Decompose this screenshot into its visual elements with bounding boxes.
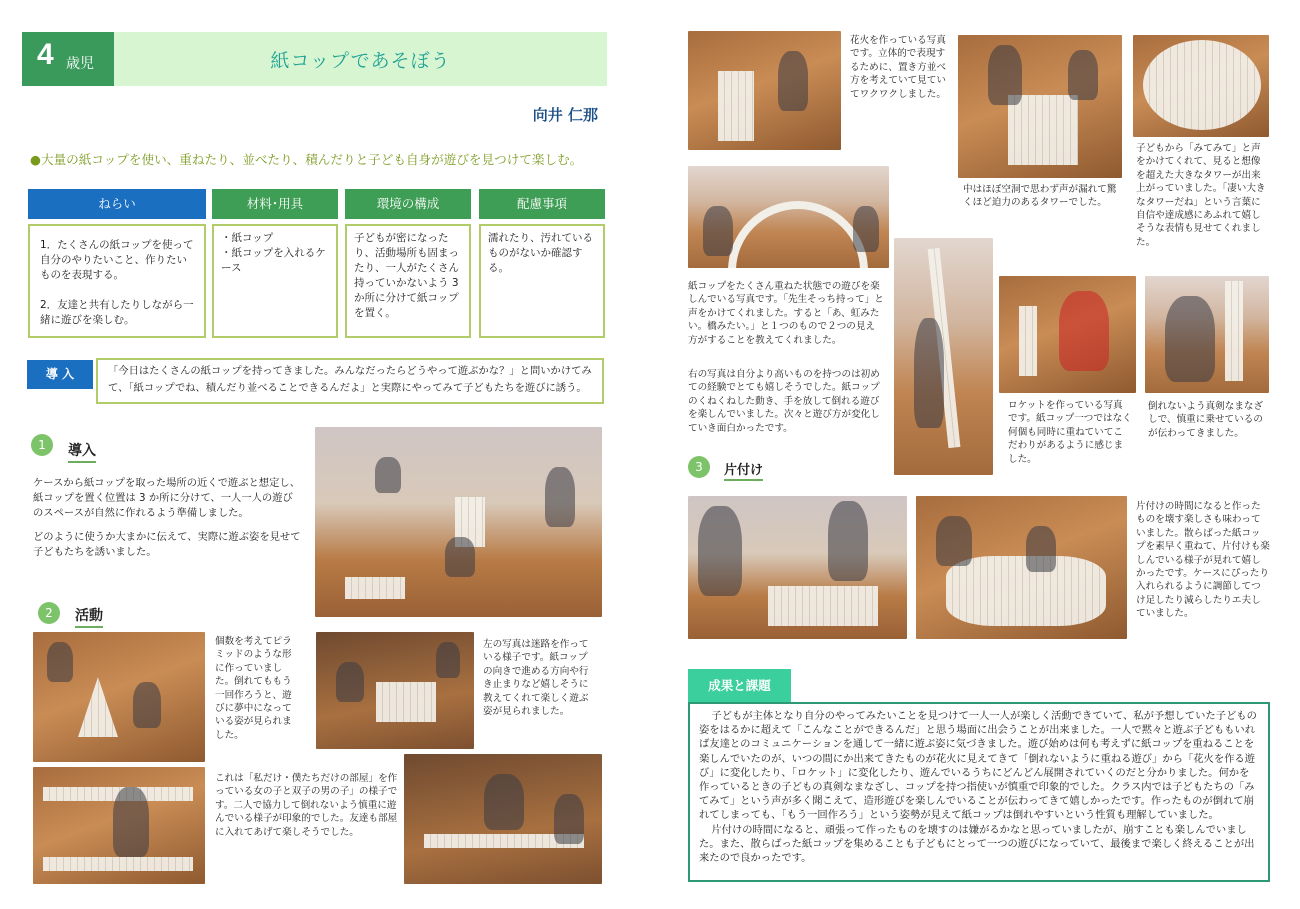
- caption-rainbow-bridge: 紙コップをたくさん重ねた状態での遊びを楽しんでいる写真です。「先生そっち持って」と声をかけてくれました。すると「あ、虹みたい。橋みたい。」と１つのもので２つの見え方がすることを教えてくれました。: [688, 281, 884, 346]
- cell-nerai: 1．たくさんの紙コップを使って自分のやりたいこと、作りたいものを表現する。 2．友達と共有したりしながら一緒に遊びを楽しむ。: [28, 224, 206, 338]
- cell-considerations: 濡れたり、汚れているものがないか確認する。: [479, 224, 605, 338]
- caption-tall-cups: 右の写真は自分より高いものを持つのは初めての経験でとても嬉しそうでした。紙コップのくねくねした動き、手を放して倒れる遊びを楽しんでいました。次々と遊び方が変化していき面白かったです。: [688, 369, 880, 434]
- age-number: 4: [37, 38, 54, 71]
- section-2-title: 活動: [75, 605, 103, 628]
- photo-tower: [958, 35, 1122, 178]
- photo-fireworks: [688, 31, 841, 150]
- cell-materials: ・紙コップ ・紙コップを入れるケース: [212, 224, 338, 338]
- photo-cup-room-2: [404, 754, 602, 884]
- section-3-title: 片付け: [724, 459, 763, 481]
- results-box: [688, 702, 1270, 882]
- caption-mitemite: 子どもから「みてみて」と声をかけてくれて、見ると想像を超えた大きなタワーが出来上がっていました。「凄い大きなタワーだね」という言葉に自信や達成感にあふれて嬉しそうな表情も見せてくれました。: [1136, 143, 1266, 248]
- caption-cup-room: これは「私だけ・僕たちだけの部屋」を作っている女の子と双子の男の子」の様子です。二人で協力して倒れないよう慎重に遊んでいる様子が印象的でした。友達も部屋に入れてあげて楽しそうでした。: [215, 773, 398, 838]
- section-1-title: 導入: [68, 440, 96, 463]
- header-considerations: 配慮事項: [479, 189, 605, 219]
- photo-maze: [316, 632, 474, 749]
- section-2-number: 2: [38, 602, 60, 624]
- caption-rocket: ロケットを作っている写真です。紙コップ一つではなく何個も同時に重ねていてこだわりがあるように感じました。: [1008, 400, 1132, 465]
- caption-tower: 中はほぼ空洞で思わず声が漏れて驚くほど迫力のあるタワーでした。: [963, 184, 1117, 209]
- age-suffix: 歳児: [66, 56, 94, 72]
- section-1-number: 1: [31, 434, 53, 456]
- goal-line: ●大量の紙コップを使い、重ねたり、並べたり、積んだりと子ども自身が遊びを見つけて楽しむ。: [30, 152, 583, 167]
- photo-cleanup-2: [916, 496, 1127, 639]
- caption-maze: 左の写真は迷路を作っている様子です。紙コップの向きで進める方向や行き止まりなど嬉しそうに教えてくれて楽しく遊ぶ姿が見られました。: [483, 639, 589, 718]
- photo-careful-stacking: [1145, 276, 1269, 393]
- cell-environment: 子どもが密になったり、活動場所も固まったり、一人がたくさん持っていかないよう 3 か所に分けて紙コップを置く。: [345, 224, 471, 338]
- caption-cleanup: 片付けの時間になると作ったものを壊す楽しさも味わっていました。散らばった紙コップを素早く重ねて、片付けも楽しんでいる様子が見れて嬉しかったです。ケースにぴったり入れられるように調節してつけ足したり減らしたりエ夫していました。: [1136, 501, 1270, 620]
- intro-label: 導 入: [27, 360, 93, 389]
- photo-cup-room: [33, 767, 205, 884]
- caption-fireworks: 花火を作っている写真です。立体的で表現するために、置き方並べ方を考えていて見ていてワクワクしました。: [850, 35, 946, 100]
- section-1-text-1: ケースから紙コップを取った場所の近くで遊ぶと想定し、紙コップを置く位置は 3 か所に分けて、一人一人の遊びのスペースが自然に作れるよう準備しました。: [33, 477, 300, 519]
- photo-pyramid: [33, 632, 205, 762]
- section-1-text-2: どのように使うか大まかに伝えて、実際に遊ぶ姿を見せて子どもたちを誘いました。: [33, 531, 301, 558]
- intro-text: 「今日はたくさんの紙コップを持ってきました。みんなだったらどうやって遊ぶかな？」と問いかけてみて、「紙コップでね、積んだり並べることできるんだよ」と実際にやってみて子どもたちを遊びに誘う。: [96, 358, 604, 404]
- section-3-number: 3: [688, 456, 710, 478]
- photo-tall-cups: [894, 238, 993, 475]
- header-nerai: ねらい: [28, 189, 206, 219]
- caption-careful-stacking: 倒れないよう真剣なまなざしで、慎重に乗せているのが伝わってきました。: [1148, 401, 1264, 439]
- age-block: [22, 32, 114, 86]
- results-paragraph-1: 子どもが主体となり自分のやってみたいことを見つけて一人一人が楽しく活動できていて、私が予想していた子どもの姿をはるかに超えて「こんなことができるんだ」と思う場面に出会うことが出来ました。一人で黙々と遊ぶ子どももいれば友達とのコミュニケーションを通して一緒に遊ぶ姿に気づきました。遊び始めは何も考えずに紙コップを重ねることを楽しんでいたのが、いつの間にか出来てきたものが花火に見えてきて「倒れないように重ねる遊び」から「花火を作る遊び」に変化したり、「ロケット」に変化したり、遊んでいるうちにどんどん展開されていくのだと分かりました。何かを作っているときの子どもの真剣なまなざし、コップを持つ指使いが慎重で印象的でした。クラス内では子どもたちの「みてみて」という声が多く聞こえて、造形遊びを楽しんでいることが伝わってきて嬉しかったです。作ったものが倒れて崩れてしまっても、「もう一回作ろう」という姿勢が見えて紙コップは倒れやすいという性質も理解していました。: [699, 710, 1257, 822]
- results-label: 成果と課題: [688, 669, 791, 702]
- author-name: 向井 仁那: [532, 106, 598, 124]
- photo-rocket: [999, 276, 1136, 393]
- photo-big-tower: [1133, 35, 1269, 137]
- caption-pyramid: 個数を考えてピラミッドのような形に作っていました。倒れてももう一回作ろうと、遊びに夢中になっている姿が見られました。: [215, 636, 292, 741]
- header-environment: 環境の構成: [345, 189, 471, 219]
- photo-cleanup-1: [688, 496, 907, 639]
- header-materials: 材料･用具: [212, 189, 338, 219]
- photo-rainbow-bridge: [688, 166, 889, 268]
- page-title: 紙コップであそぼう: [270, 50, 451, 72]
- photo-intro-classroom: [315, 427, 602, 617]
- results-paragraph-2: 片付けの時間になると、頑張って作ったものを壊すのは嫌がるかなと思っていましたが、崩すことも楽しんでいました。また、散らばった紙コップを集めることも子どもにとって一つの遊びになっていて、最後まで楽しく終えることが出来たので良かったです。: [699, 823, 1255, 865]
